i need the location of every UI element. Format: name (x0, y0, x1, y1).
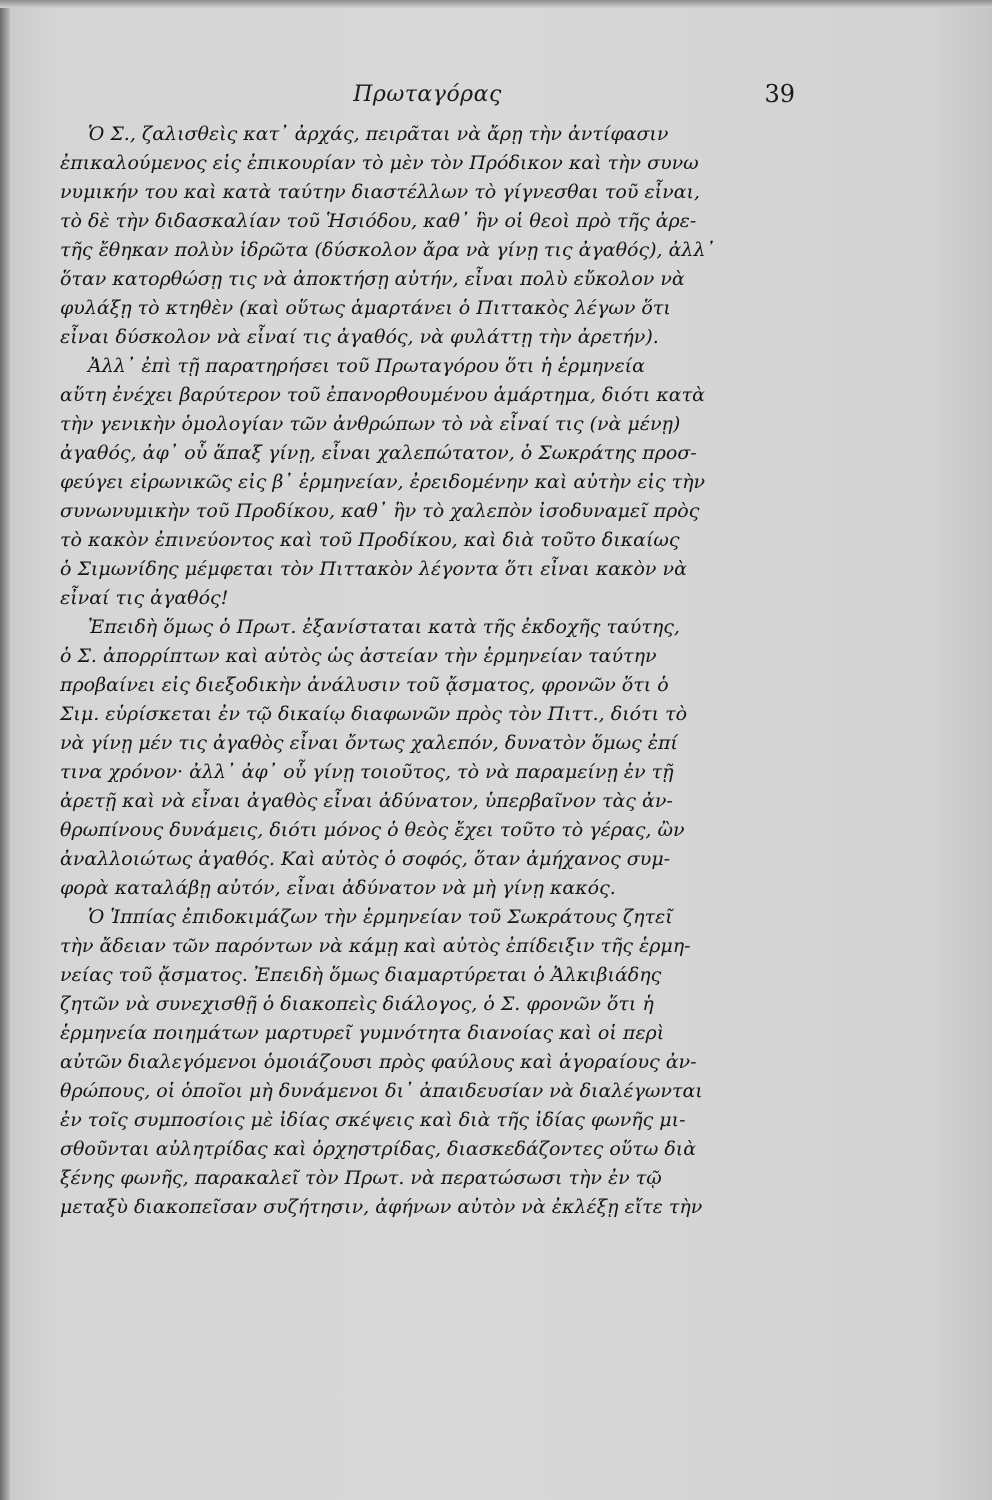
text-line: ἑρμηνεία ποιημάτων μαρτυρεῖ γυμνότητα διανοίας καὶ οἱ περὶ (60, 1022, 665, 1044)
text-line: ὅταν κατορθώσῃ τις νὰ ἀποκτήσῃ αὐτήν, εἶναι πολὺ εὔκολον νὰ (60, 268, 685, 290)
text-line: τὸ δὲ τὴν διδασκαλίαν τοῦ Ἡσιόδου, καθ᾽ ἣν οἱ θεοὶ πρὸ τῆς ἀρε- (60, 210, 697, 232)
text-line: φεύγει εἰρωνικῶς εἰς β᾽ ἑρμηνείαν, ἐρειδομένην καὶ αὐτὴν εἰς τὴν (60, 471, 706, 493)
text-line: προβαίνει εἰς διεξοδικὴν ἀνάλυσιν τοῦ ᾄσματος, φρονῶν ὅτι ὁ (60, 674, 669, 696)
paragraph (60, 613, 795, 903)
text-line: ἐπικαλούμενος εἰς ἐπικουρίαν τὸ μὲν τὸν Πρόδικον καὶ τὴν συνω (60, 152, 699, 174)
text-line: ὁ Σ. ἀπορρίπτων καὶ αὐτὸς ὡς ἀστείαν τὴν ἑρμηνείαν ταύτην (60, 645, 657, 667)
text-line: νείας τοῦ ᾄσματος. Ἐπειδὴ ὅμως διαμαρτύρεται ὁ Ἀλκιβιάδης (60, 964, 662, 986)
text-line: τῆς ἔθηκαν πολὺν ἱδρῶτα (δύσκολον ἄρα νὰ γίνῃ τις ἀγαθός), ἀλλ᾽ (60, 239, 716, 261)
text-line: αὐτῶν διαλεγόμενοι ὁμοιάζουσι πρὸς φαύλους καὶ ἀγοραίους ἀν- (60, 1051, 697, 1073)
paragraph (60, 352, 795, 613)
text-line: μεταξὺ διακοπεῖσαν συζήτησιν, ἀφήνων αὐτὸν νὰ ἐκλέξῃ εἴτε τὴν (60, 1196, 703, 1218)
paragraph (60, 120, 795, 352)
text-line: Ἐπειδὴ ὅμως ὁ Πρωτ. ἐξανίσταται κατὰ τῆς ἐκδοχῆς ταύτης, (88, 616, 680, 638)
text-line: φυλάξῃ τὸ κτηθὲν (καὶ οὕτως ἁμαρτάνει ὁ Πιττακὸς λέγων ὅτι (60, 297, 671, 319)
body-text (60, 120, 795, 1222)
text-line: Σιμ. εὑρίσκεται ἐν τῷ δικαίῳ διαφωνῶν πρὸς τὸν Πιττ., διότι τὸ (60, 703, 688, 725)
text-line: θρώπους, οἱ ὁποῖοι μὴ δυνάμενοι δι᾽ ἀπαιδευσίαν νὰ διαλέγωνται (60, 1080, 703, 1102)
text-line: τὴν γενικὴν ὁμολογίαν τῶν ἀνθρώπων τὸ νὰ εἶναί τις (νὰ μένῃ) (60, 413, 681, 435)
text-line: ζητῶν νὰ συνεχισθῇ ὁ διακοπεὶς διάλογος, ὁ Σ. φρονῶν ὅτι ἡ (60, 993, 654, 1015)
text-line: ἀναλλοιώτως ἀγαθός. Καὶ αὐτὸς ὁ σοφός, ὅταν ἀμήχανος συμ- (60, 848, 671, 870)
text-line: εἶναί τις ἀγαθός! (60, 587, 229, 609)
text-line: ἀγαθός, ἀφ᾽ οὗ ἅπαξ γίνῃ, εἶναι χαλεπώτατον, ὁ Σωκράτης προσ- (60, 442, 697, 464)
text-line: ξένης φωνῆς, παρακαλεῖ τὸν Πρωτ. νὰ περατώσωσι τὴν ἐν τῷ (60, 1167, 662, 1189)
running-head-title: Πρωταγόρας (353, 82, 502, 107)
text-line: θρωπίνους δυνάμεις, διότι μόνος ὁ θεὸς ἔχει τοῦτο τὸ γέρας, ὢν (60, 819, 685, 841)
page-top-edge (0, 0, 992, 8)
text-line: ἐν τοῖς συμποσίοις μὲ ἰδίας σκέψεις καὶ διὰ τῆς ἰδίας φωνῆς μι- (60, 1109, 686, 1131)
text-line: Ὁ Ἱππίας ἐπιδοκιμάζων τὴν ἑρμηνείαν τοῦ Σωκράτους ζητεῖ (88, 906, 673, 928)
paragraph (60, 903, 795, 1222)
text-line: αὕτη ἐνέχει βαρύτερον τοῦ ἐπανορθουμένου ἁμάρτημα, διότι κατὰ (60, 384, 705, 406)
text-line: εἶναι δύσκολον νὰ εἶναί τις ἀγαθός, νὰ φυλάττῃ τὴν ἀρετήν). (60, 326, 659, 348)
text-line: ὁ Σιμωνίδης μέμφεται τὸν Πιττακὸν λέγοντα ὅτι εἶναι κακὸν νὰ (60, 558, 687, 580)
text-line: τινα χρόνον· ἀλλ᾽ ἀφ᾽ οὗ γίνῃ τοιοῦτος, τὸ νὰ παραμείνῃ ἐν τῇ (60, 761, 674, 783)
text-line: τὸ κακὸν ἐπινεύοντος καὶ τοῦ Προδίκου, καὶ διὰ τοῦτο δικαίως (60, 529, 680, 551)
text-line: νυμικήν του καὶ κατὰ ταύτην διαστέλλων τὸ γίγνεσθαι τοῦ εἶναι, (60, 181, 700, 203)
page-number: 39 (764, 80, 795, 108)
text-line: τὴν ἄδειαν τῶν παρόντων νὰ κάμῃ καὶ αὐτὸς ἐπίδειξιν τῆς ἑρμη- (60, 935, 691, 957)
text-line: ἀρετῇ καὶ νὰ εἶναι ἀγαθὸς εἶναι ἀδύνατον, ὑπερβαῖνον τὰς ἀν- (60, 790, 673, 812)
page-binding-shadow (0, 0, 10, 1500)
text-line: νὰ γίνῃ μέν τις ἀγαθὸς εἶναι ὄντως χαλεπόν, δυνατὸν ὅμως ἐπί (60, 732, 678, 754)
text-line: φορὰ καταλάβῃ αὐτόν, εἶναι ἀδύνατον νὰ μὴ γίνῃ κακός. (60, 877, 616, 899)
text-line: Ἀλλ᾽ ἐπὶ τῇ παρατηρήσει τοῦ Πρωταγόρου ὅτι ἡ ἑρμηνεία (88, 355, 645, 377)
text-line: Ὁ Σ., ζαλισθεὶς κατ᾽ ἀρχάς, πειρᾶται νὰ ἄρῃ τὴν ἀντίφασιν (88, 123, 669, 145)
text-line: συνωνυμικὴν τοῦ Προδίκου, καθ᾽ ἣν τὸ χαλεπὸν ἰσοδυναμεῖ πρὸς (60, 500, 700, 522)
page-header (60, 80, 795, 116)
text-line: σθοῦνται αὐλητρίδας καὶ ὀρχηστρίδας, διασκεδάζοντες οὕτω διὰ (60, 1138, 697, 1160)
